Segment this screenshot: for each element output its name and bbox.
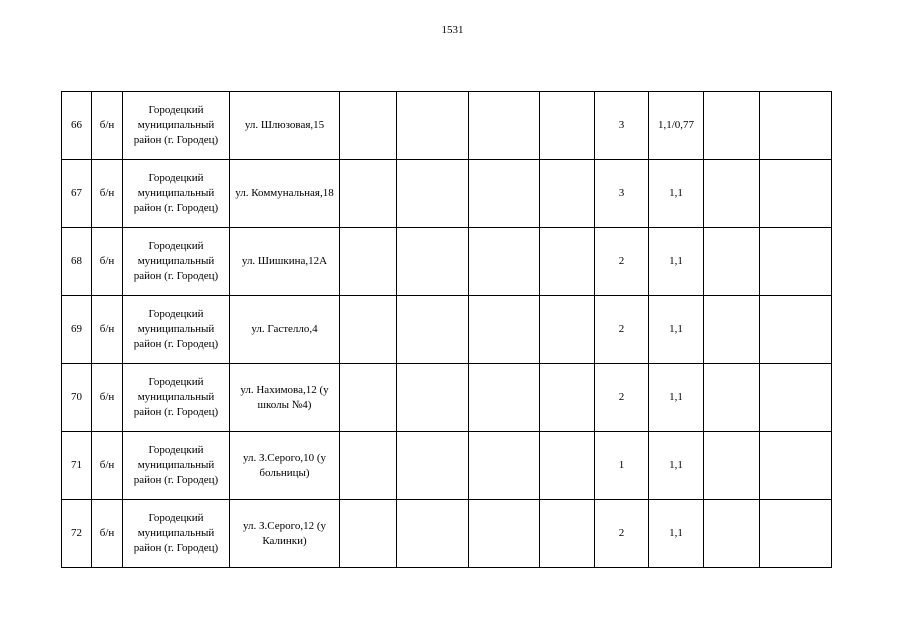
empty-cell bbox=[340, 364, 397, 432]
district-cell: Городецкий муниципальный район (г. Городец) bbox=[123, 432, 230, 500]
empty-cell bbox=[397, 432, 469, 500]
empty-cell bbox=[340, 296, 397, 364]
address-cell: ул. З.Серого,10 (у больницы) bbox=[230, 432, 340, 500]
container-volume-cell: 1,1 bbox=[649, 296, 704, 364]
empty-cell bbox=[760, 364, 832, 432]
container-count-cell: 2 bbox=[595, 364, 649, 432]
row-number-cell: 72 bbox=[62, 500, 92, 568]
code-cell: б/н bbox=[92, 92, 123, 160]
container-count-cell: 3 bbox=[595, 92, 649, 160]
empty-cell bbox=[397, 296, 469, 364]
empty-cell bbox=[760, 228, 832, 296]
district-cell: Городецкий муниципальный район (г. Городец) bbox=[123, 364, 230, 432]
empty-cell bbox=[340, 228, 397, 296]
empty-cell bbox=[397, 364, 469, 432]
table-row bbox=[62, 228, 832, 296]
empty-cell bbox=[469, 500, 540, 568]
empty-cell bbox=[397, 500, 469, 568]
row-number-cell: 69 bbox=[62, 296, 92, 364]
district-cell: Городецкий муниципальный район (г. Городец) bbox=[123, 296, 230, 364]
empty-cell bbox=[760, 432, 832, 500]
container-volume-cell: 1,1 bbox=[649, 228, 704, 296]
container-volume-cell: 1,1 bbox=[649, 364, 704, 432]
empty-cell bbox=[704, 92, 760, 160]
container-count-cell: 2 bbox=[595, 296, 649, 364]
container-count-cell: 1 bbox=[595, 432, 649, 500]
address-cell: ул. З.Серого,12 (у Калинки) bbox=[230, 500, 340, 568]
empty-cell bbox=[540, 92, 595, 160]
empty-cell bbox=[469, 228, 540, 296]
row-number-cell: 70 bbox=[62, 364, 92, 432]
row-number-cell: 68 bbox=[62, 228, 92, 296]
empty-cell bbox=[340, 432, 397, 500]
table-row bbox=[62, 364, 832, 432]
row-number-cell: 71 bbox=[62, 432, 92, 500]
waste-sites-table bbox=[61, 91, 832, 568]
container-count-cell: 2 bbox=[595, 228, 649, 296]
container-count-cell: 2 bbox=[595, 500, 649, 568]
address-cell: ул. Нахимова,12 (у школы №4) bbox=[230, 364, 340, 432]
code-cell: б/н bbox=[92, 296, 123, 364]
empty-cell bbox=[340, 160, 397, 228]
empty-cell bbox=[704, 364, 760, 432]
empty-cell bbox=[760, 92, 832, 160]
empty-cell bbox=[469, 296, 540, 364]
empty-cell bbox=[704, 500, 760, 568]
empty-cell bbox=[469, 160, 540, 228]
district-cell: Городецкий муниципальный район (г. Городец) bbox=[123, 500, 230, 568]
empty-cell bbox=[397, 228, 469, 296]
empty-cell bbox=[704, 160, 760, 228]
container-volume-cell: 1,1 bbox=[649, 432, 704, 500]
page-number: 1531 bbox=[441, 24, 464, 36]
empty-cell bbox=[540, 296, 595, 364]
district-cell: Городецкий муниципальный район (г. Городец) bbox=[123, 92, 230, 160]
district-cell: Городецкий муниципальный район (г. Городец) bbox=[123, 228, 230, 296]
empty-cell bbox=[704, 296, 760, 364]
row-number-cell: 66 bbox=[62, 92, 92, 160]
empty-cell bbox=[469, 432, 540, 500]
table-row bbox=[62, 432, 832, 500]
table-row bbox=[62, 160, 832, 228]
empty-cell bbox=[340, 92, 397, 160]
table-row bbox=[62, 92, 832, 160]
empty-cell bbox=[704, 228, 760, 296]
address-cell: ул. Коммунальная,18 bbox=[230, 160, 340, 228]
code-cell: б/н bbox=[92, 364, 123, 432]
empty-cell bbox=[760, 500, 832, 568]
empty-cell bbox=[760, 296, 832, 364]
empty-cell bbox=[469, 364, 540, 432]
empty-cell bbox=[540, 160, 595, 228]
empty-cell bbox=[397, 92, 469, 160]
district-cell: Городецкий муниципальный район (г. Городец) bbox=[123, 160, 230, 228]
code-cell: б/н bbox=[92, 228, 123, 296]
container-volume-cell: 1,1 bbox=[649, 160, 704, 228]
empty-cell bbox=[397, 160, 469, 228]
empty-cell bbox=[340, 500, 397, 568]
address-cell: ул. Шлюзовая,15 bbox=[230, 92, 340, 160]
container-volume-cell: 1,1/0,77 bbox=[649, 92, 704, 160]
empty-cell bbox=[704, 432, 760, 500]
address-cell: ул. Гастелло,4 bbox=[230, 296, 340, 364]
empty-cell bbox=[540, 500, 595, 568]
row-number-cell: 67 bbox=[62, 160, 92, 228]
table-row bbox=[62, 296, 832, 364]
address-cell: ул. Шишкина,12А bbox=[230, 228, 340, 296]
code-cell: б/н bbox=[92, 160, 123, 228]
code-cell: б/н bbox=[92, 432, 123, 500]
container-volume-cell: 1,1 bbox=[649, 500, 704, 568]
empty-cell bbox=[540, 364, 595, 432]
empty-cell bbox=[540, 228, 595, 296]
container-count-cell: 3 bbox=[595, 160, 649, 228]
empty-cell bbox=[760, 160, 832, 228]
empty-cell bbox=[469, 92, 540, 160]
table-row bbox=[62, 500, 832, 568]
code-cell: б/н bbox=[92, 500, 123, 568]
empty-cell bbox=[540, 432, 595, 500]
